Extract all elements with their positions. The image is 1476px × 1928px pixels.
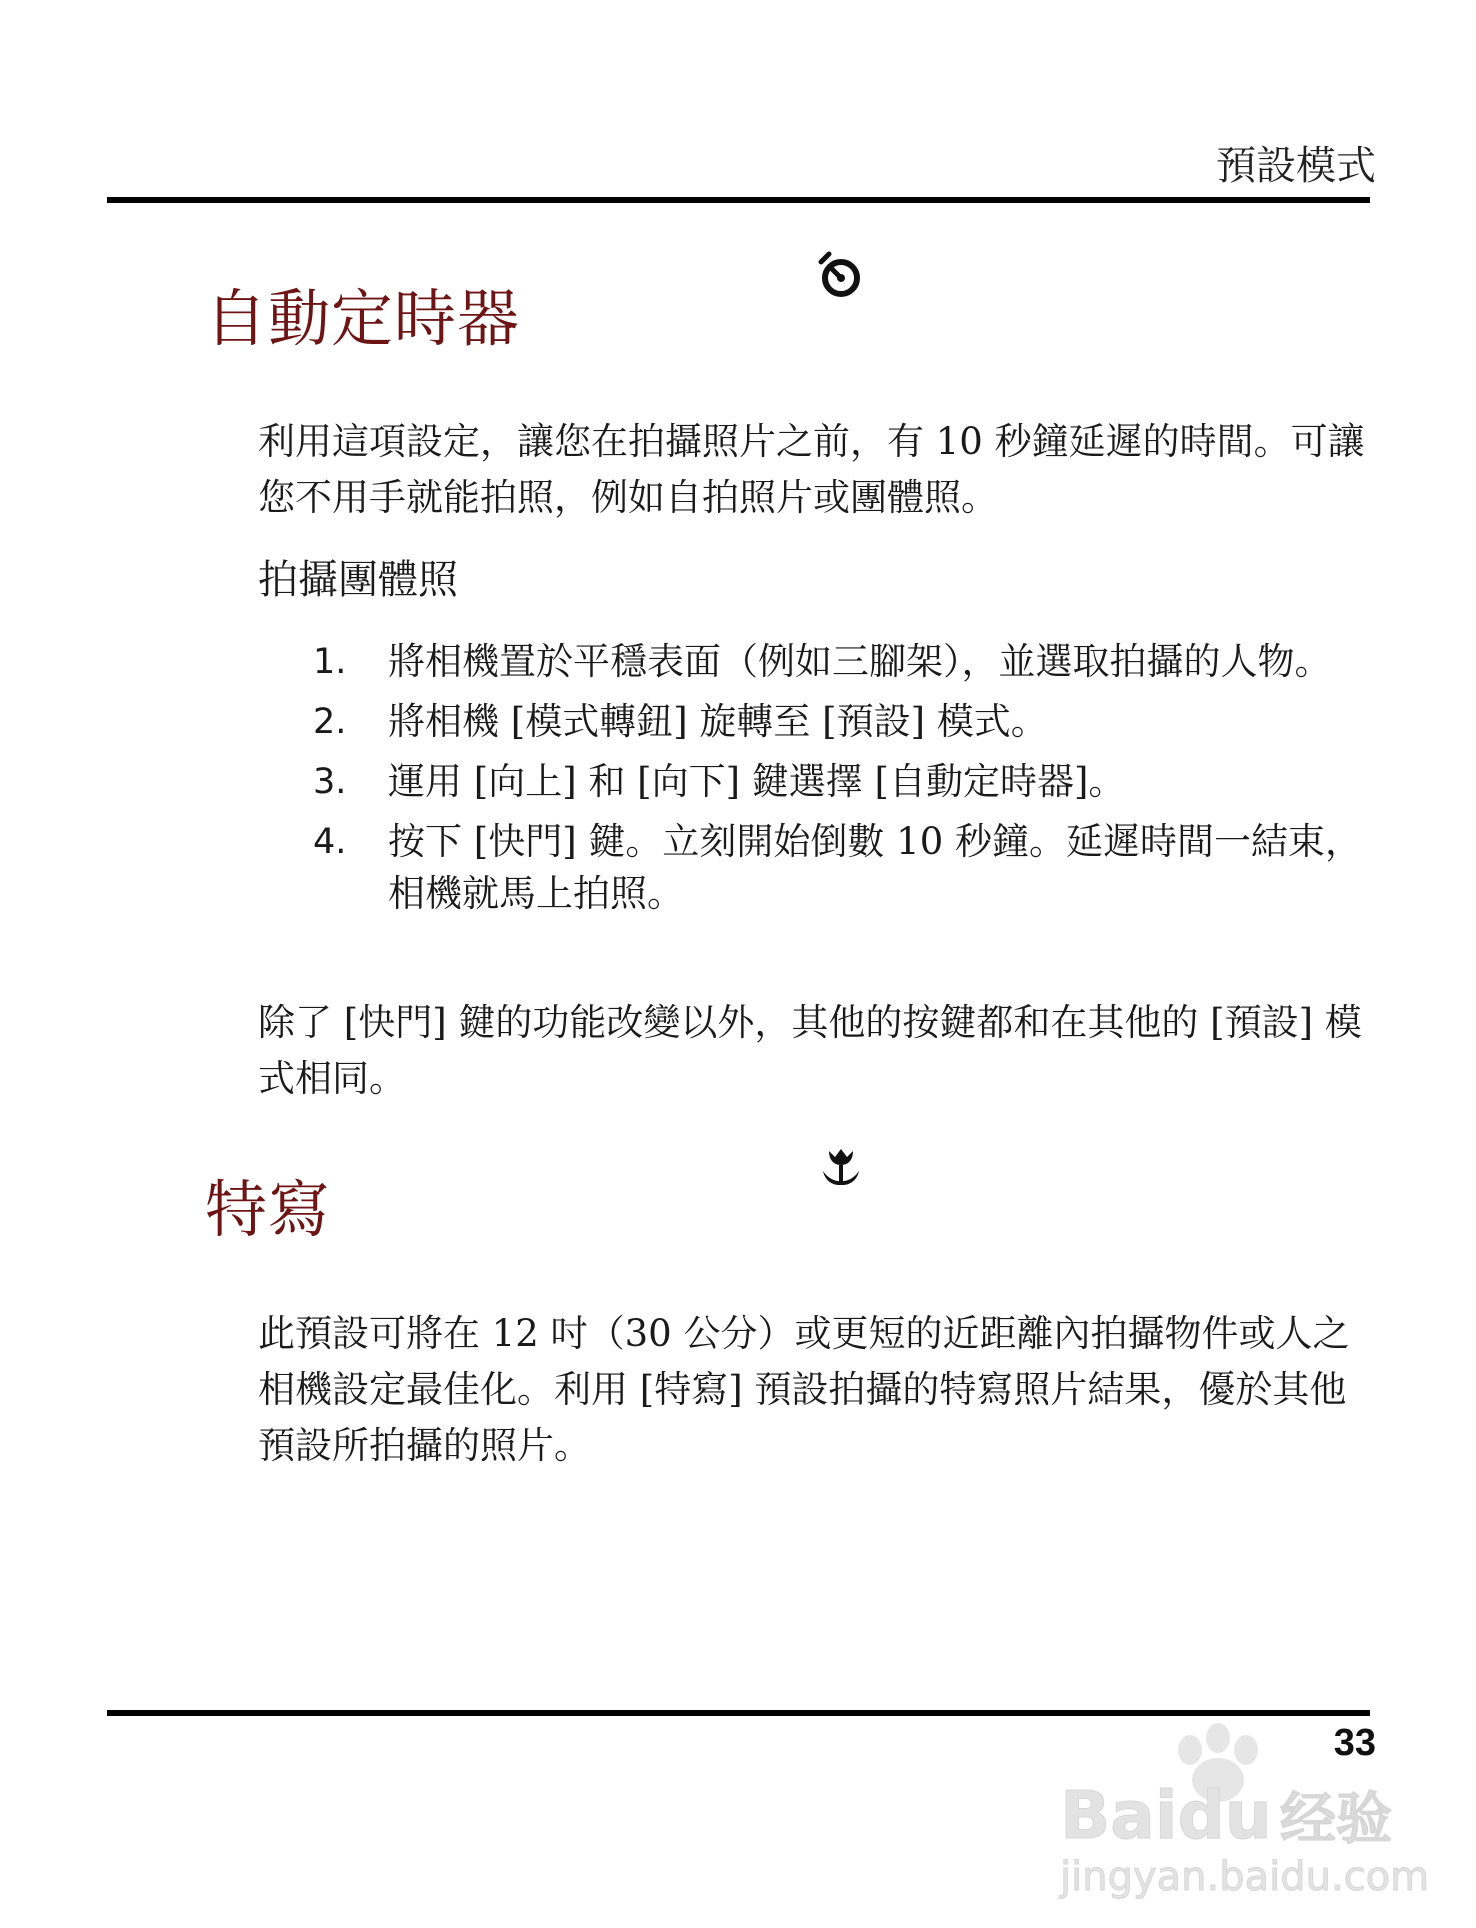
- step-item: [258, 636, 1368, 688]
- watermark-brand-cn: 经验: [1280, 1787, 1392, 1852]
- step-number: 1.: [313, 642, 347, 682]
- step-item: [258, 696, 1368, 748]
- step-text: 將相機置於平穩表面（例如三腳架），並選取拍攝的人物。: [388, 640, 1332, 683]
- page-number: 33: [1333, 1722, 1376, 1764]
- header-rule: [107, 197, 1370, 203]
- macro-body: 此預設可將在 12 吋（30 公分）或更短的近距離內拍攝物件或人之相機設定最佳化。利用 [特寫] 預設拍攝的特寫照片結果，優於其他預設所拍攝的照片。: [258, 1312, 1350, 1467]
- step-number: 4.: [313, 822, 347, 862]
- watermark-brand: Baidu: [1060, 1777, 1272, 1854]
- macro-flower-icon: [815, 1145, 867, 1197]
- self-timer-icon: [815, 250, 867, 302]
- step-item: [258, 816, 1368, 920]
- step-number: 2.: [313, 702, 347, 742]
- section-title-self-timer: 自動定時器: [205, 282, 521, 355]
- header-title: 預設模式: [1216, 143, 1376, 189]
- watermark-url: jingyan.baidu.com: [1060, 1854, 1430, 1900]
- self-timer-note: 除了 [快門] 鍵的功能改變以外，其他的按鍵都和在其他的 [預設] 模式相同。: [258, 1001, 1362, 1100]
- step-item: [258, 756, 1368, 808]
- group-photo-subheading: 拍攝團體照: [258, 557, 458, 603]
- step-number: 3.: [313, 762, 347, 802]
- self-timer-intro: 利用這項設定，讓您在拍攝照片之前，有 10 秒鐘延遲的時間。可讓您不用手就能拍照，例如自拍照片或團體照。: [258, 420, 1365, 519]
- step-text: 按下 [快門] 鍵。立刻開始倒數 10 秒鐘。延遲時間一結束，相機就馬上拍照。: [388, 820, 1362, 915]
- steps-list: [258, 636, 1368, 928]
- step-text: 運用 [向上] 和 [向下] 鍵選擇 [自動定時器]。: [388, 760, 1126, 803]
- step-text: 將相機 [模式轉鈕] 旋轉至 [預設] 模式。: [388, 700, 1048, 743]
- section-title-macro: 特寫: [205, 1173, 332, 1246]
- baidu-jingyan-watermark: [1040, 1710, 1450, 1910]
